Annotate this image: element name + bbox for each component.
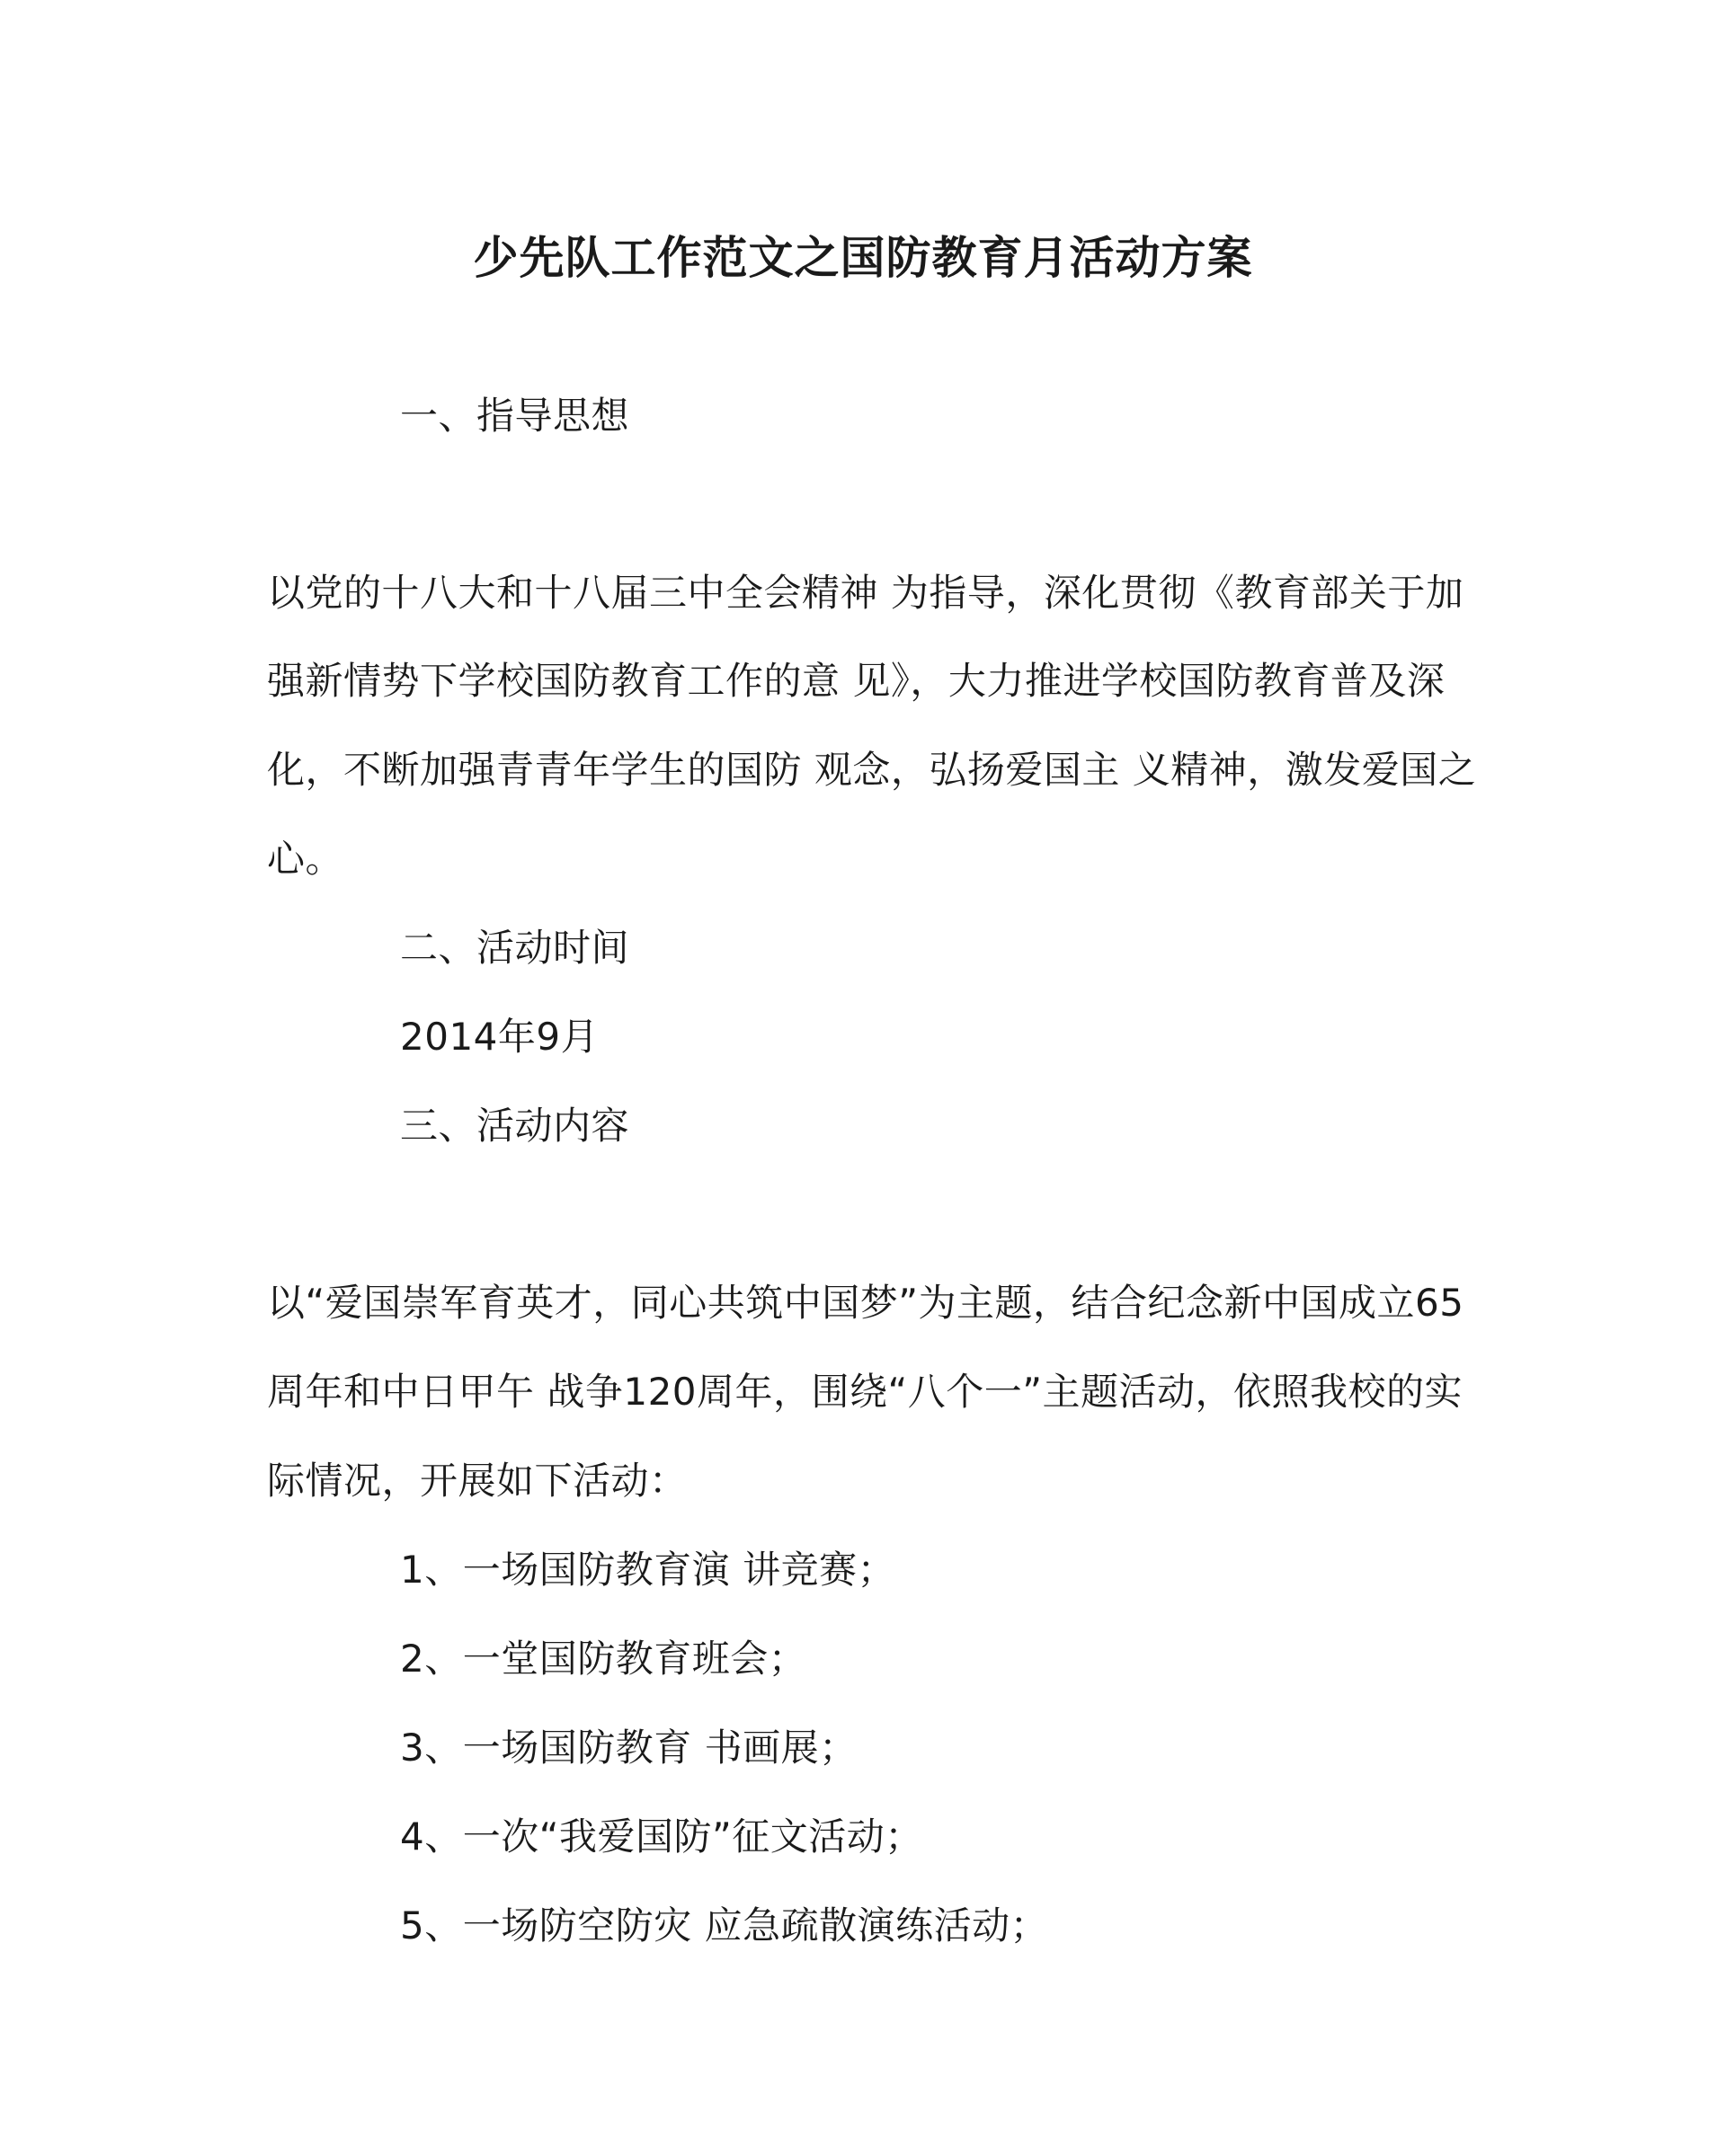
paragraph-line: 际情况，开展如下活动： [267,1459,688,1503]
activity-item: 2、一堂国防教育班会； [400,1637,807,1681]
activity-item: 4、一次“我爱国防”征文活动； [400,1814,923,1859]
activity-date: 2014年9月 [400,1015,600,1059]
section-heading-guiding-thought: 一、指导思想 [400,394,630,438]
activity-item: 3、一场国防教育 书画展； [400,1726,858,1770]
activity-item: 1、一场国防教育演 讲竞赛； [400,1548,896,1592]
section-heading-activity-time: 二、活动时间 [400,926,630,970]
paragraph-line: 以“爱国崇军育英才，同心共筑中国梦”为主题，结合纪念新中国成立65 [267,1281,1464,1325]
paragraph-line: 强新情势下学校国防教育工作的意 见》，大力推进学校国防教育普及深 [267,659,1446,703]
paragraph-line: 心。 [267,837,344,881]
document-title: 少先队工作范文之国防教育月活动方案 [473,232,1253,284]
paragraph-line: 以党的十八大和十八届三中全会精神 为指导，深化贯彻《教育部关于加 [267,571,1464,615]
section-heading-activity-content: 三、活动内容 [400,1104,630,1148]
paragraph-line: 化，不断加强青青年学生的国防 观念，弘扬爱国主 义精神，激发爱国之 [267,748,1477,792]
activity-item: 5、一场防空防灾 应急疏散演练活动； [400,1903,1049,1947]
paragraph-line: 周年和中日甲午 战争120周年，围绕“八个一”主题活动，依照我校的实 [267,1370,1464,1414]
